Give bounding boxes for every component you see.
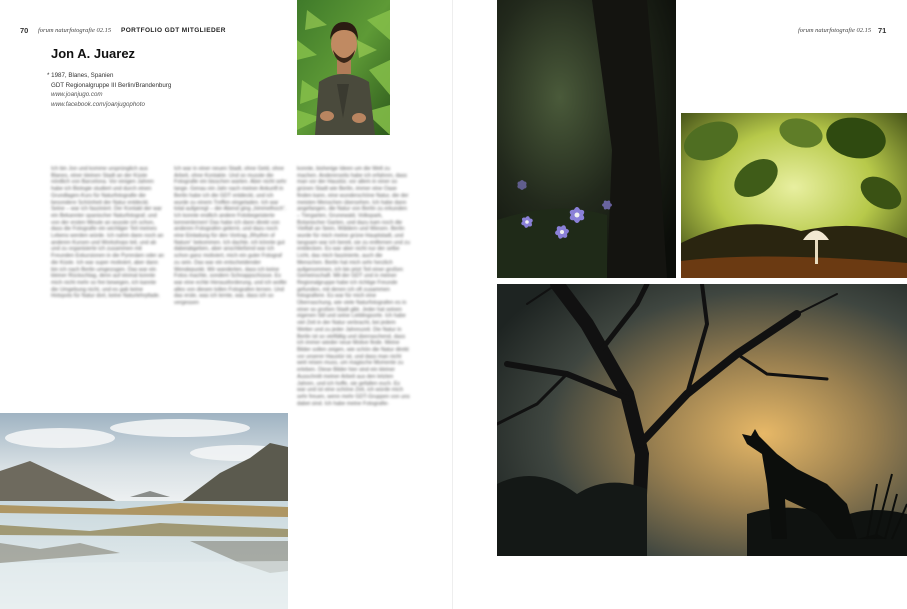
hepatica-flowers-photo: [497, 0, 676, 278]
fox-silhouette-photo: [497, 284, 907, 556]
article-column-2: Ich war in einer neuen Stadt, ohne Geld, ohne Arbeit, ohne Kontakte. Und so musste die Fotografie ein bisschen warten. Aber nicht sehr lange. Genau ein Jahr nach meiner Ankunft in Berlin habe ich die GDT entdeckt, und ich wurde zu einem Treffen eingeladen. Ich war total aufgeregt – der Abend ging „himmelhoch“. Ich konnte endlich andere Fotobegeisterte kennenlernen! Das habe ich dann direkt von anderen Fotografen gelernt, und dazu noch eine Einladung für den Vortrag „Rhythm of Nature“ bekommen. Ich dachte, ich könnte gut dabeiabgeben, aber anschließend war ich schon ganz motiviert, mich ein guter Fotograf zu sein. Das war ein entscheidender Wendepunkt. Wir wanderten, dass ich keine Fotos machte, sondern Schnappschüsse. Es war eine echte Herausforderung, und ich wollte alles von diesen tollen Fotografen lernen. Und das erste, was ich lernte, war, dass ich so vergessen: [174, 166, 287, 307]
member-website-link[interactable]: www.joanjugo.com: [51, 91, 103, 99]
member-name: Jon A. Juarez: [51, 46, 136, 61]
member-bio: [47, 71, 171, 109]
left-page: [0, 0, 453, 609]
mushroom-photo: [681, 113, 907, 278]
page-number-right: 71: [878, 26, 887, 35]
section-title: PORTFOLIO GDT MITGLIEDER: [120, 27, 226, 34]
page-number-left: 70: [20, 26, 29, 35]
running-header-right: [798, 27, 871, 34]
member-group: GDT Regionalgruppe III Berlin/Brandenburg: [51, 81, 172, 89]
member-born: * 1987, Blanes, Spanien: [47, 72, 114, 79]
running-header-left: [38, 27, 226, 34]
member-facebook-link[interactable]: www.facebook.com/joanjugophoto: [51, 100, 145, 108]
magazine-title-right: forum naturfotografie 02.15: [798, 27, 872, 34]
article-column-3: konnte, bisherige Ideen um die Welt zu machen. Andererseits habe ich erfahren, dass man vor der Haustür, vor allem in einer so grünen Stadt wie Berlin, immer eine Oase finden kann, eine wunderschöne Natur, die der meisten Menschen übersehen. Ich habe dann angefangen, die Natur von Berlin zu erkunden – Tiergarten, Grunewald, Volkspark, Botanischer Garten, und dazu kam noch die Vielfalt an Seen, Wäldern und Wiesen. Berlin wurde für mich meine grüne Hauptstadt, und langsam war ich bereit, sie zu entfernen und zu entdecken. Es war aber nicht nur der selbe Licht, das mich faszinierte, auch die Menschen. Berlin hat mich sehr herzlich aufgenommen, ich bin jetzt Teil einer großen Gemeinschaft. Mit der GDT und in meiner Regionalgruppe habe ich richtige Freunde gefunden, mit denen ich oft zusammen fotografiere. Es war für mich eine Überraschung, wie viele Naturfotografen es in einer so großen Stadt gibt. Jeder hat seinen eigenen Stil und seine Lieblingsorte. Ich habe viel Zeit in der Natur verbracht, bei jedem Wetter und zu jeder Jahreszeit. Die Natur in Berlin ist so vielfältig und überraschend, dass ich immer wieder neue Motive finde. Meine Bilder sollen zeigen, wie schön die Natur direkt vor unserer Haustür ist, und dass man nicht weit reisen muss, um magische Momente zu erleben. Diese Bilder hier sind ein kleiner Ausschnitt meiner Arbeit aus den letzten Jahren, und ich hoffe, sie gefallen euch. Es war und ist eine schöne Zeit, ich würde mich sehr freuen, wenn mehr GDT-Gruppen von uns dabei sind. Ich habe meine Fotografie-: [297, 166, 410, 407]
portrait-photo: [297, 0, 390, 135]
mountain-lake-photo: [0, 413, 288, 609]
article-column-1: Ich bin Jon und komme ursprünglich aus Blanes, einer kleinen Stadt an der Küste nördlich von Barcelona. Vor einigen Jahren habe ich Biologie studiert und durch einen Grundlagen-Kurs für Naturfotografie die besondere Schönheit der Natur entdeckt. Seine – war ich fasziniert. Der Kontakt der war ein Bekannter spanischer Naturfotograf, und von der ersten Minute an wusste ich schon, dass die Fotografie ein wichtiger Teil meines Lebens werden würde. Ich nahm dann noch an anderen Kursen und Workshops teil, und ab und zu organisierte ich zusammen mit Freunden Exkursionen in die Pyrenäen oder an die Küste. Ich war super motiviert, aber dann bin ich nach Berlin umgezogen. Das war ein kleiner Rückschlag, denn auf einmal konnte mich nicht mehr so frei bewegen, ich kannte die Umgebung nicht, und es gab keine Hotspots für Natur dort, keine Naturlehrpfade.: [51, 166, 164, 300]
magazine-title-left: forum naturfotografie 02.15: [38, 27, 112, 34]
